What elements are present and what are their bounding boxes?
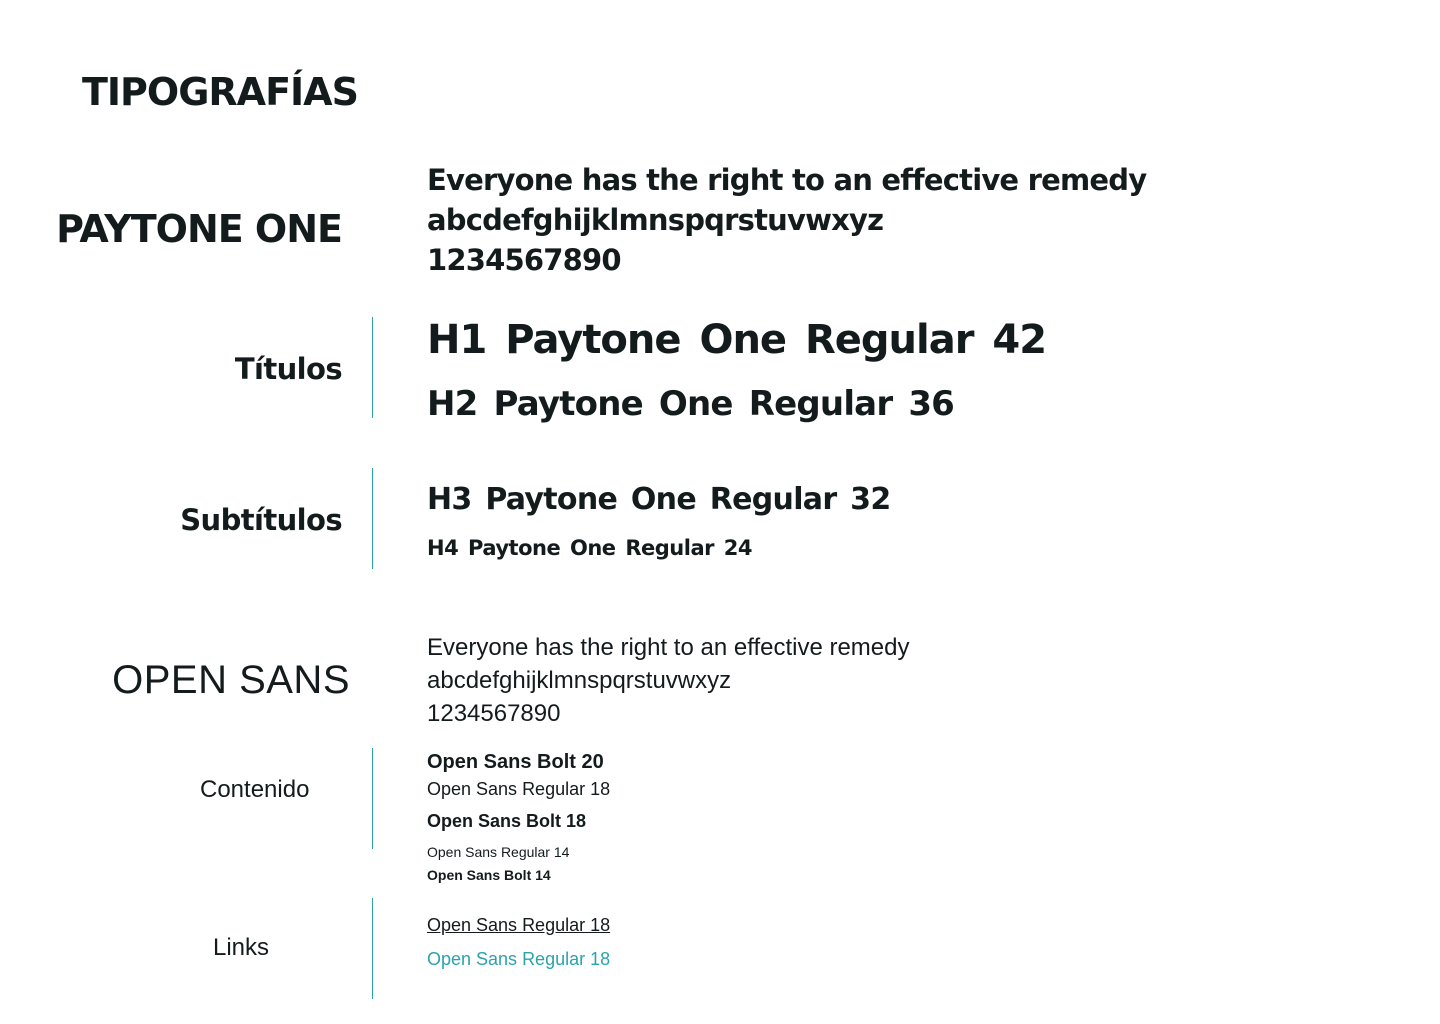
link-colored-sample[interactable]: Open Sans Regular 18 [427, 949, 611, 969]
content-regular-18: Open Sans Regular 18 [427, 779, 611, 799]
content-bold-14: Open Sans Bolt 14 [427, 867, 551, 883]
h1-sample: H1 Paytone One Regular 42 [427, 317, 1047, 363]
opensans-sample-alphabet: abcdefghijklmnspqrstuvwxyz [427, 667, 732, 694]
opensans-sample-digits: 1234567890 [427, 700, 561, 727]
content-regular-14: Open Sans Regular 14 [427, 844, 570, 860]
label-contenido: Contenido [200, 776, 310, 803]
divider-contenido [372, 748, 373, 849]
paytone-sample-sentence: Everyone has the right to an effective remedy [427, 163, 1147, 197]
label-links: Links [213, 934, 270, 961]
h2-sample: H2 Paytone One Regular 36 [427, 384, 955, 424]
font-name-paytone: PAYTONE ONE [56, 207, 342, 251]
h4-sample: H4 Paytone One Regular 24 [427, 536, 753, 560]
font-name-opensans: OPEN SANS [112, 658, 350, 702]
label-subtitulos: Subtítulos [180, 503, 342, 537]
opensans-sample-sentence: Everyone has the right to an effective remedy [427, 634, 910, 661]
label-titulos: Títulos [234, 352, 342, 386]
h3-sample: H3 Paytone One Regular 32 [427, 482, 891, 517]
page-title: TIPOGRAFÍAS [82, 70, 358, 114]
paytone-sample-digits: 1234567890 [427, 243, 621, 277]
divider-links [372, 898, 373, 999]
content-bold-20: Open Sans Bolt 20 [427, 751, 604, 773]
paytone-sample-alphabet: abcdefghijklmnspqrstuvwxyz [427, 203, 884, 237]
divider-subtitulos [372, 468, 373, 569]
divider-titulos [372, 317, 373, 418]
content-bold-18: Open Sans Bolt 18 [427, 811, 587, 831]
link-underlined-sample[interactable]: Open Sans Regular 18 [427, 915, 611, 935]
